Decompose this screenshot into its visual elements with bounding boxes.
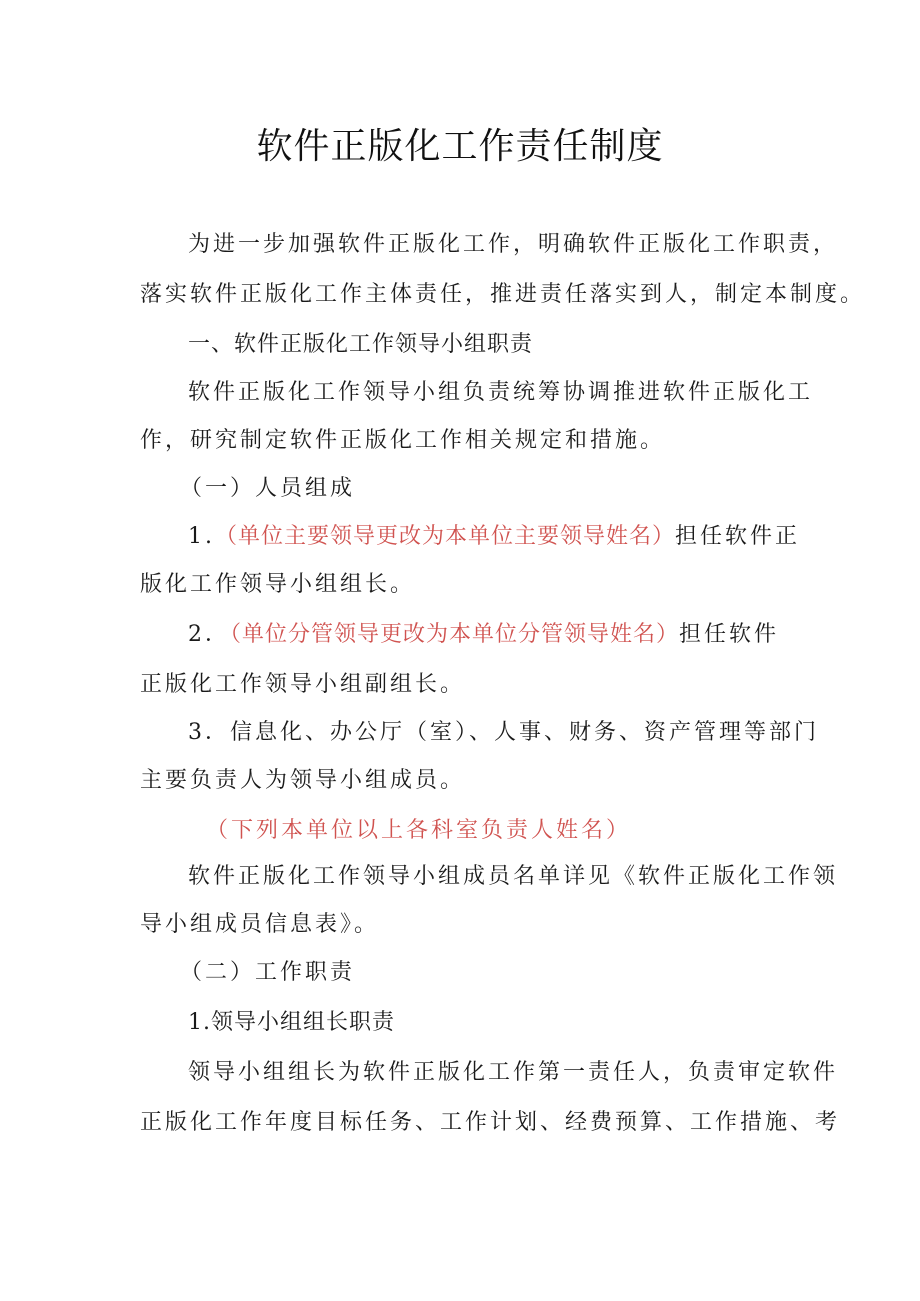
item-2-placeholder: （单位分管领导更改为本单位分管领导姓名） [230, 622, 680, 647]
item-1-rest: 担任软件正 [675, 524, 801, 549]
sub-2-item-1-heading: 1.领导小组组长职责 [188, 1010, 395, 1035]
document-title: 软件正版化工作责任制度 [256, 126, 664, 167]
members-line-2: 导小组成员信息表》。 [140, 912, 380, 937]
item-2-number: 2． [188, 622, 230, 647]
section-1-heading: 一、软件正版化工作领导小组职责 [188, 332, 534, 357]
item-1-placeholder: （单位主要领导更改为本单位主要领导姓名） [215, 524, 676, 549]
sub-2-heading: （二）工作职责 [180, 960, 356, 985]
sub-1-heading: （一）人员组成 [180, 476, 356, 501]
sub-2-item-1-line-1: 领导小组组长为软件正版化工作第一责任人，负责审定软件 [188, 1060, 839, 1085]
item-2-rest: 担任软件 [679, 622, 780, 647]
item-1-line-2: 版化工作领导小组组长。 [140, 572, 416, 597]
members-note: （下列本单位以上各科室负责人姓名） [206, 818, 632, 843]
item-3-line-2: 主要负责人为领导小组成员。 [140, 768, 466, 793]
item-3-line-1: 3．信息化、办公厅（室）、人事、财务、资产管理等部门 [188, 720, 819, 745]
item-1-number: 1. [188, 524, 215, 549]
sub-2-item-1-line-2: 正版化工作年度目标任务、工作计划、经费预算、工作措施、考 [140, 1110, 841, 1135]
item-2-line-2: 正版化工作领导小组副组长。 [140, 672, 466, 697]
item-2-line-1 [188, 620, 790, 650]
item-1-line-1 [188, 522, 801, 552]
section-1-para-line-1: 软件正版化工作领导小组负责统筹协调推进软件正版化工 [188, 380, 814, 405]
intro-line-2: 落实软件正版化工作主体责任，推进责任落实到人，制定本制度。 [140, 282, 866, 307]
intro-line-1: 为进一步加强软件正版化工作，明确软件正版化工作职责， [188, 232, 839, 257]
section-1-para-line-2: 作，研究制定软件正版化工作相关规定和措施。 [140, 428, 666, 453]
members-line-1: 软件正版化工作领导小组成员名单详见《软件正版化工作领 [188, 864, 839, 889]
